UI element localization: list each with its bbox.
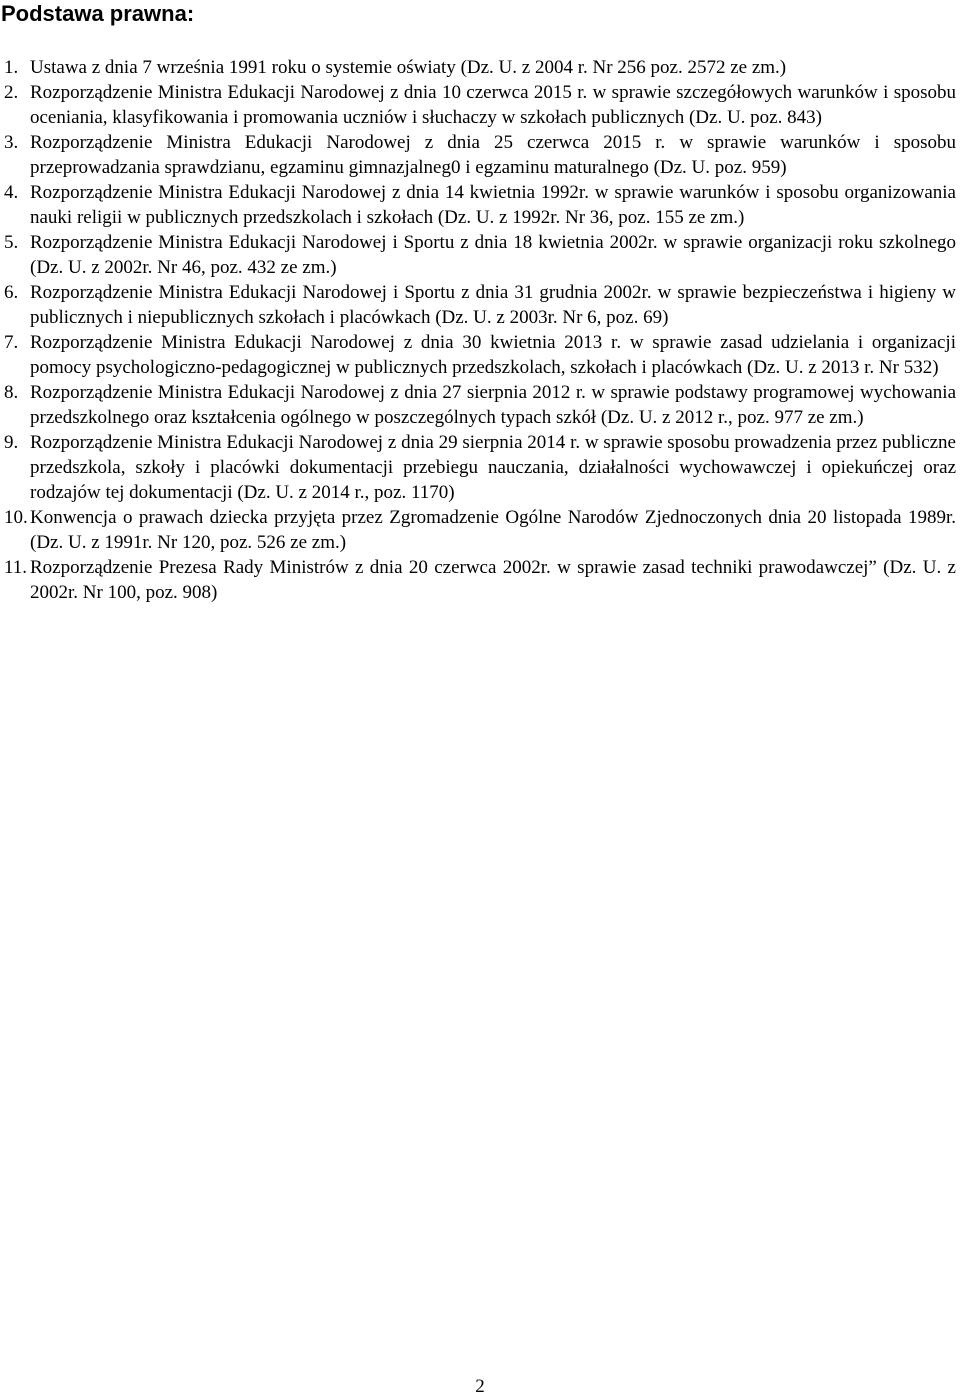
- legal-basis-list: [0, 55, 956, 605]
- list-item: [0, 280, 956, 330]
- list-item: [0, 180, 956, 230]
- list-item-number: 7.: [4, 332, 19, 353]
- list-item-text: Rozporządzenie Ministra Edukacji Narodowej z dnia 29 sierpnia 2014 r. w sprawie sposobu prowadzenia przez publiczne przedszkola, szkoły i placówki dokumentacji przebiegu nauczania, działalności wychowawczej i opiekuńczej oraz rodzajów tej dokumentacji (Dz. U. z 2014 r., poz. 1170): [30, 432, 956, 503]
- list-item-text: Rozporządzenie Prezesa Rady Ministrów z dnia 20 czerwca 2002r. w sprawie zasad techniki prawodawczej” (Dz. U. z 2002r. Nr 100, poz. 908): [30, 557, 956, 603]
- list-item: [0, 80, 956, 130]
- list-item-number: 3.: [4, 132, 19, 153]
- list-item-number: 1.: [4, 57, 19, 78]
- page-number: 2: [475, 1376, 485, 1397]
- list-item-number: 10.: [4, 507, 28, 528]
- list-item-text: Konwencja o prawach dziecka przyjęta przez Zgromadzenie Ogólne Narodów Zjednoczonych dnia 20 listopada 1989r. (Dz. U. z 1991r. Nr 120, poz. 526 ze zm.): [30, 507, 956, 553]
- list-item-text: Rozporządzenie Ministra Edukacji Narodowej z dnia 14 kwietnia 1992r. w sprawie warunków i sposobu organizowania nauki religii w publicznych przedszkolach i szkołach (Dz. U. z 1992r. Nr 36, poz. 155 ze zm.): [30, 182, 956, 228]
- list-item-number: 8.: [4, 382, 19, 403]
- list-item-text: Rozporządzenie Ministra Edukacji Narodowej z dnia 30 kwietnia 2013 r. w sprawie zasad udzielania i organizacji pomocy psychologiczno-pedagogicznej w publicznych przedszkolach, szkołach i placówkach (Dz. U. z 2013 r. Nr 532): [30, 332, 956, 378]
- list-item: [0, 130, 956, 180]
- list-item: [0, 330, 956, 380]
- list-item: [0, 55, 956, 80]
- list-item-number: 6.: [4, 282, 19, 303]
- list-item-text: Rozporządzenie Ministra Edukacji Narodowej i Sportu z dnia 31 grudnia 2002r. w sprawie bezpieczeństwa i higieny w publicznych i niepublicznych szkołach i placówkach (Dz. U. z 2003r. Nr 6, poz. 69): [30, 282, 956, 328]
- list-item-number: 11.: [4, 557, 28, 578]
- list-item: [0, 230, 956, 280]
- list-item: [0, 380, 956, 430]
- list-item-text: Rozporządzenie Ministra Edukacji Narodowej z dnia 10 czerwca 2015 r. w sprawie szczegółowych warunków i sposobu oceniania, klasyfikowania i promowania uczniów i słuchaczy w szkołach publicznych (Dz. U. poz. 843): [30, 82, 956, 128]
- list-item-text: Rozporządzenie Ministra Edukacji Narodowej z dnia 27 sierpnia 2012 r. w sprawie podstawy programowej wychowania przedszkolnego oraz kształcenia ogólnego w poszczególnych typach szkół (Dz. U. z 2012 r., poz. 977 ze zm.): [30, 382, 956, 428]
- list-item-text: Rozporządzenie Ministra Edukacji Narodowej i Sportu z dnia 18 kwietnia 2002r. w sprawie organizacji roku szkolnego (Dz. U. z 2002r. Nr 46, poz. 432 ze zm.): [30, 232, 956, 278]
- list-item: [0, 555, 956, 605]
- list-item: [0, 430, 956, 505]
- list-item-number: 2.: [4, 82, 19, 103]
- list-item-number: 9.: [4, 432, 19, 453]
- list-item: [0, 505, 956, 555]
- list-item-text: Ustawa z dnia 7 września 1991 roku o systemie oświaty (Dz. U. z 2004 r. Nr 256 poz. 2572 ze zm.): [30, 57, 787, 78]
- list-item-number: 4.: [4, 182, 19, 203]
- page-title: Podstawa prawna:: [1, 1, 195, 26]
- list-item-number: 5.: [4, 232, 19, 253]
- list-item-text: Rozporządzenie Ministra Edukacji Narodowej z dnia 25 czerwca 2015 r. w sprawie warunków i sposobu przeprowadzania sprawdzianu, egzaminu gimnazjalneg0 i egzaminu maturalnego (Dz. U. poz. 959): [30, 132, 956, 178]
